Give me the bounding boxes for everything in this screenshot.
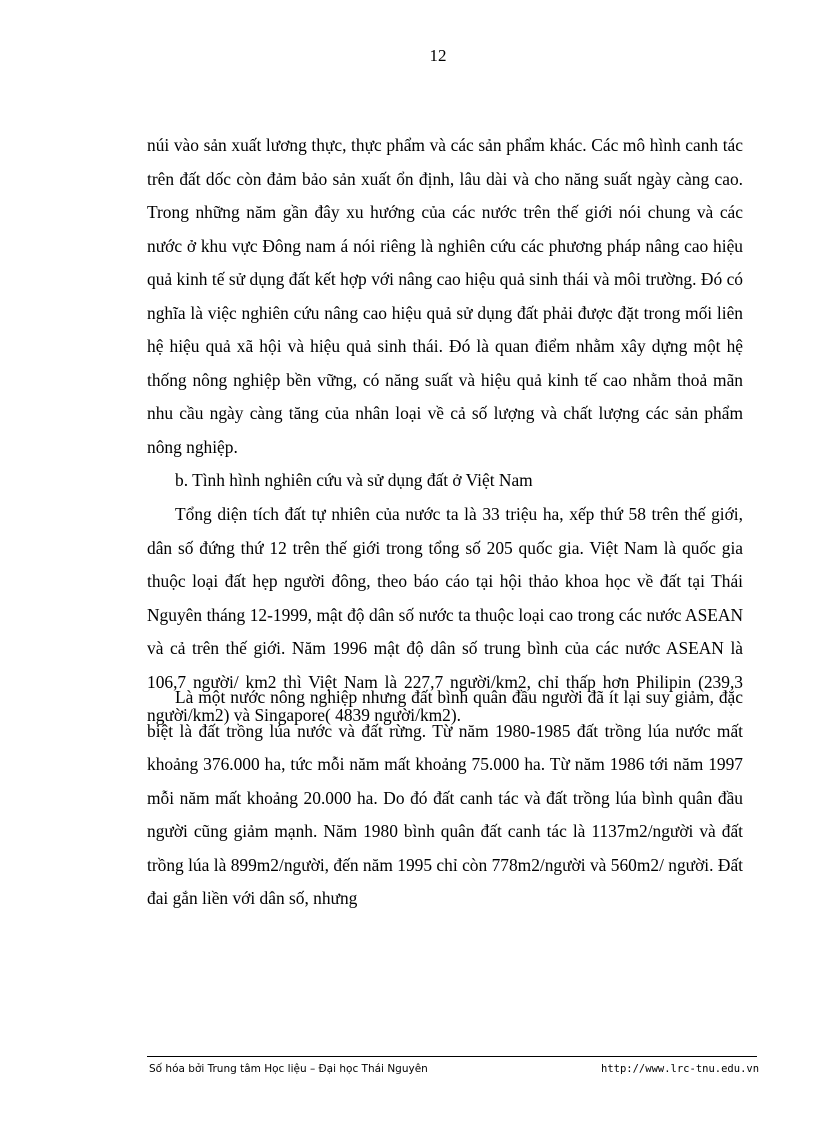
- paragraph-text: núi vào sản xuất lương thực, thực phẩm và các sản phẩm khác. Các mô hình canh tác trên đất dốc còn đảm bảo sản xuất ổn định, lâu dài và cho năng suất ngày càng cao. Trong những năm gần đây xu hướng của các nước trên thế giới nói chung và các nước ở khu vực Đông nam á nói riêng là nghiên cứu các phương pháp nâng cao hiệu quả kinh tế sử dụng đất kết hợp với nâng cao hiệu quả sinh thái và môi trường. Đó có nghĩa là việc nghiên cứu nâng cao hiệu quả sử dụng đất phải được đặt trong mối liên hệ hiệu quả xã hội và hiệu quả sinh thái. Đó là quan điểm nhằm xây dựng một hệ thống nông nghiệp bền vững, có năng suất và hiệu quả kinh tế cao nhằm thoả mãn nhu cầu ngày càng tăng của nhân loại về cả số lượng và chất lượng các sản phẩm nông nghiệp.: [147, 135, 743, 457]
- paragraph-land-decline: [147, 681, 743, 916]
- section-heading: b. Tình hình nghiên cứu và sử dụng đất ở Việt Nam: [175, 470, 533, 490]
- footer-divider: [147, 1056, 757, 1057]
- paragraph-continuation: [147, 129, 743, 464]
- page-number: 12: [429, 46, 447, 65]
- paragraph-text: Tổng diện tích đất tự nhiên của nước ta là 33 triệu ha, xếp thứ 58 trên thế giới, dân số đứng thứ 12 trên thế giới trong tổng số 205 quốc gia. Việt Nam là quốc gia thuộc loại đất hẹp người đông, theo báo cáo tại hội thảo khoa học về đất tại Thái Nguyên tháng 12-1999, mật độ dân số nước ta thuộc loại cao trong các nước ASEAN và cả trên thế giới. Năm 1996 mật độ dân số trung bình của các nước ASEAN là 106,7 người/ km2 thì Việt Nam là 227,7 người/km2, chỉ thấp hơn Philipin (239,3 người/km2) và Singapore( 4839 người/km2).: [147, 504, 743, 725]
- paragraph-text: Là một nước nông nghiệp nhưng đất bình quân đầu người đã ít lại suy giảm, đặc biệt là đất trồng lúa nước và đất rừng. Từ năm 1980-1985 đất trồng lúa nước mất khoảng 376.000 ha, tức mỗi năm mất khoảng 75.000 ha. Từ năm 1986 tới năm 1997 mỗi năm mất khoảng 20.000 ha. Do đó đất canh tác và đất trồng lúa bình quân đầu người cũng giảm mạnh. Năm 1980 bình quân đất canh tác là 1137m2/người và đất trồng lúa là 899m2/người, đến năm 1995 chỉ còn 778m2/người và 560m2/ người. Đất đai gắn liền với dân số, nhưng: [147, 687, 743, 908]
- footer-source: Số hóa bởi Trung tâm Học liệu – Đại học Thái Nguyên: [149, 1063, 428, 1075]
- footer-url: http://www.lrc-tnu.edu.vn: [601, 1063, 760, 1075]
